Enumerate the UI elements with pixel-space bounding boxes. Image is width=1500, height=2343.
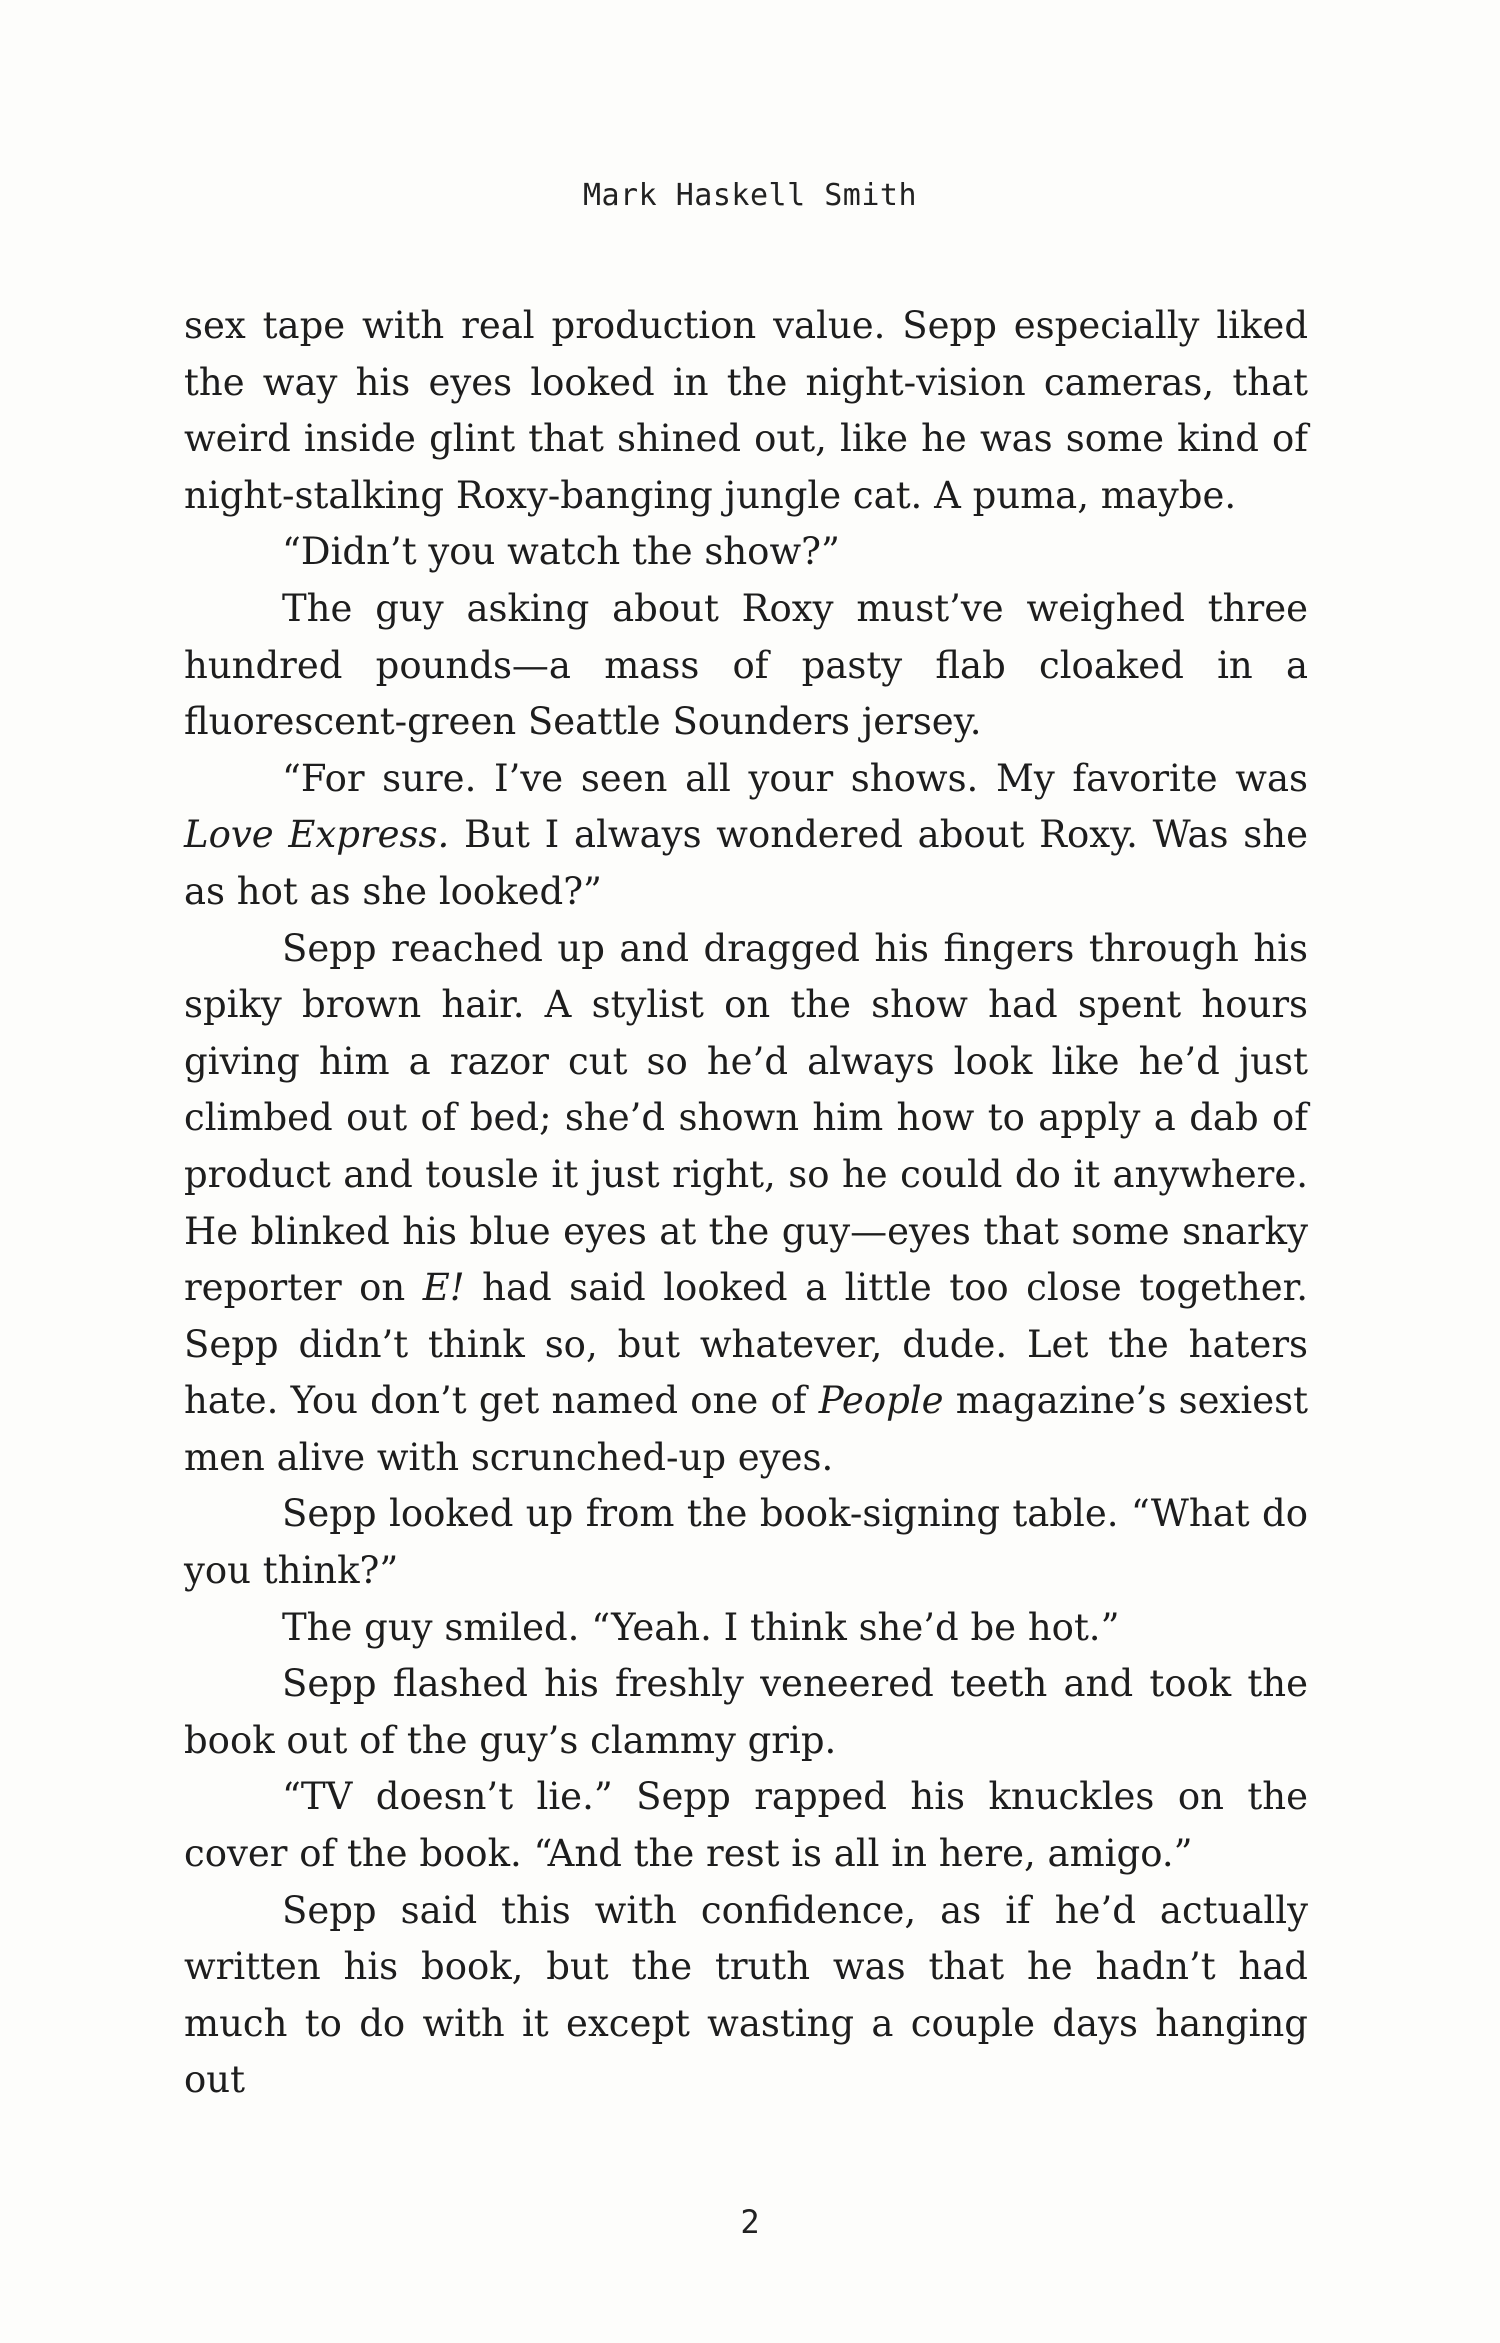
paragraph: “TV doesn’t lie.” Sepp rapped his knuckles on the cover of the book. “And the rest is all in here, amigo.” xyxy=(184,1775,1308,1876)
body-text xyxy=(184,298,1308,2109)
paragraph: Sepp looked up from the book-signing table. “What do you think?” xyxy=(184,1492,1308,1593)
italic-title-e: E! xyxy=(422,1266,465,1310)
paragraph: “For sure. I’ve seen all your shows. My favorite was Love Express. But I always wondered about Roxy. Was she as hot as she looked?” xyxy=(184,756,1308,913)
paragraph: “Didn’t you watch the show?” xyxy=(282,530,840,574)
page-number: 2 xyxy=(740,2203,760,2241)
italic-title-people: People xyxy=(818,1379,944,1423)
paragraph-continued: sex tape with real production value. Sepp especially liked the way his eyes looked in the night-vision cameras, that weird inside glint that shined out, like he was some kind of night-stalking Roxy-banging jungle cat. A puma, maybe. xyxy=(184,304,1308,517)
italic-title-love-express: Love Express. xyxy=(184,813,450,857)
paragraph: Sepp flashed his freshly veneered teeth and took the book out of the guy’s clammy grip. xyxy=(184,1662,1308,1762)
paragraph: The guy asking about Roxy must’ve weighed three hundred pounds—a mass of pasty flab cloaked in a fluorescent-green Seattle Sounders jersey. xyxy=(184,586,1308,744)
paragraph: Sepp reached up and dragged his fingers through his spiky brown hair. A stylist on the show had spent hours giving him a razor cut so he’d always look like he’d just climbed out of bed; she’d shown him how to apply a dab of product and tousle it just right, so he could do it anywhere. He blinked his blue eyes at the guy—eyes that some snarky reporter on E! had said looked a little too close together. Sepp didn’t think so, but whatever, dude. Let the haters hate. You don’t get named one of People magazine’s sexiest men alive with scrunched-up eyes. xyxy=(184,926,1309,1479)
paragraph: Sepp said this with confidence, as if he’d actually written his book, but the truth was that he hadn’t had much to do with it except wasting a couple days hanging out xyxy=(184,1888,1308,2102)
running-head-author: Mark Haskell Smith xyxy=(582,178,918,213)
paragraph: The guy smiled. “Yeah. I think she’d be hot.” xyxy=(282,1605,1120,1649)
